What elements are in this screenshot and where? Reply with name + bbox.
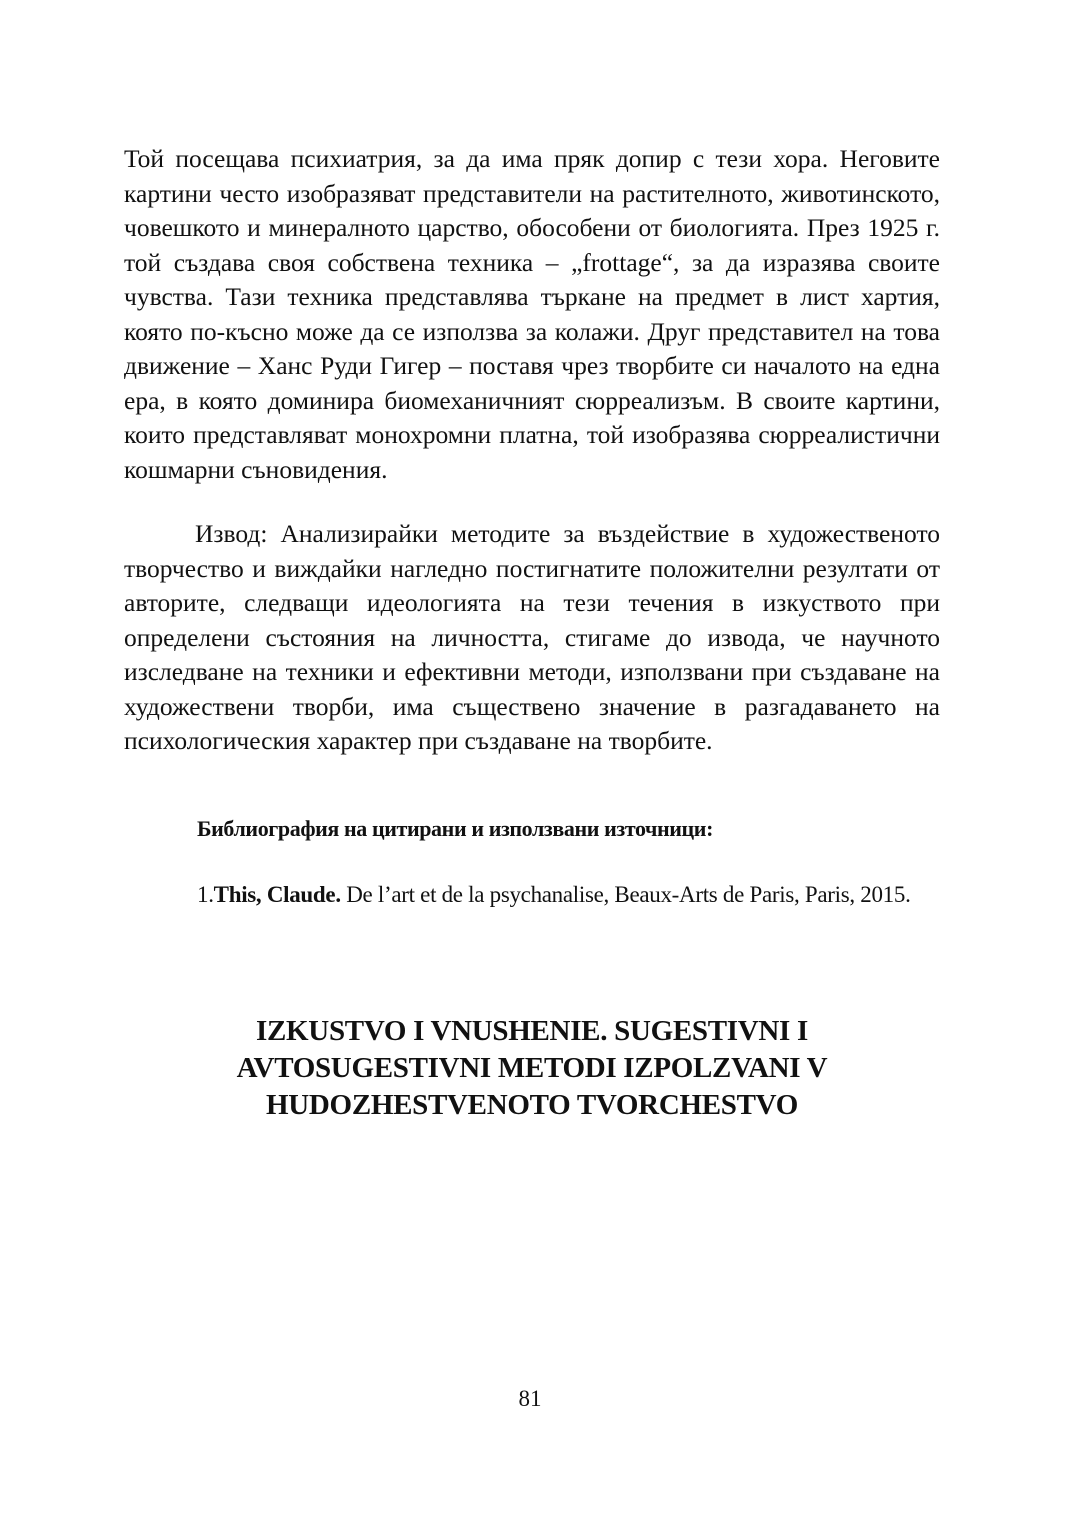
body-paragraph-1: Той посещава психиатрия, за да има пряк допир с тези хора. Неговите картини често изобразяват представители на растителното, животинското, човешкото и минералното царство, обособени от биологията. През 1925 г. той създава своя собствена техника – „frottage“, за да изразява своите чувства. Тази техника представлява търкане на предмет в лист хартия, която по-късно може да се използва за колажи. Друг представител на това движение – Ханс Руди Гигер – поставя чрез творбите си началото на една ера, в която доминира биомеханичният сюрреализъм. В своите картини, които представляват монохромни платна, той изобразява сюрреалистични кошмарни съновидения. xyxy=(124,144,940,484)
bibliography-heading: Библиография на цитирани и използвани източници: xyxy=(197,816,714,841)
article-title-line-1: IZKUSTVO I VNUSHENIE. SUGESTIVNI I xyxy=(256,1015,808,1047)
body-paragraph-2: Извод: Анализирайки методите за въздействие в художественото творчество и виждайки нагледно постигнатите положителни резултати от авторите, следващи идеологията на тези течения в изкуството при определени състояния на личността, стигаме до извода, че научното изследване на техники и ефективни методи, използвани при създаване на художествени творби, има съществено значение в разгадаването на психологическия характер при създаване на творбите. xyxy=(124,519,940,755)
article-title xyxy=(124,1013,940,1124)
article-title-line-2: AVTOSUGESTIVNI METODI IZPOLZVANI V xyxy=(236,1052,828,1084)
article-title-line-3: HUDOZHESTVENOTO TVORCHESTVO xyxy=(266,1089,798,1121)
bibliography-entry-author: This, Claude. xyxy=(213,882,341,907)
page-number: 81 xyxy=(518,1386,542,1411)
bibliography-entry-text: De l’art et de la psychanalise, Beaux-Arts de Paris, Paris, 2015. xyxy=(340,882,911,907)
bibliography-entry xyxy=(124,878,940,912)
bibliography-entry-number: 1. xyxy=(197,882,214,907)
